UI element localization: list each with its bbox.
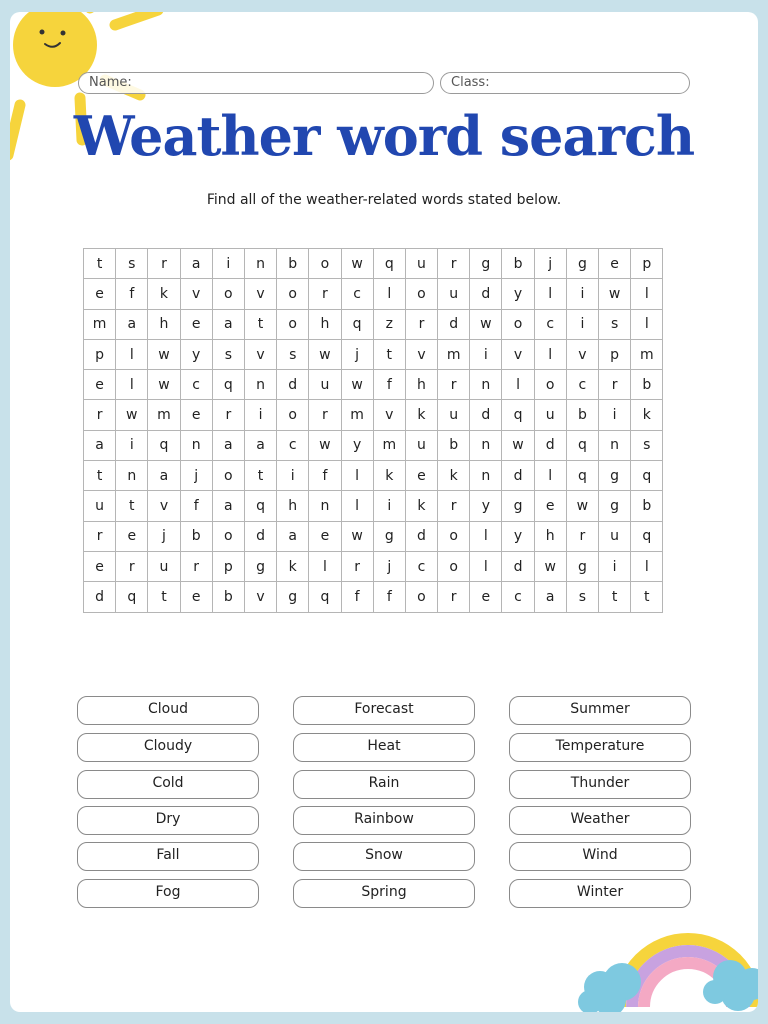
grid-row	[84, 551, 663, 581]
word-item: Heat	[293, 733, 475, 762]
grid-cell[interactable]: o	[502, 309, 534, 339]
grid-cell[interactable]: m	[631, 339, 663, 369]
grid-cell[interactable]: v	[502, 339, 534, 369]
word-list	[77, 696, 691, 910]
page-title: Weather word search	[73, 104, 695, 168]
grid-cell[interactable]: n	[599, 430, 631, 460]
grid-cell[interactable]: s	[212, 339, 244, 369]
grid-cell[interactable]: c	[534, 309, 566, 339]
word-item: Winter	[509, 879, 691, 908]
grid-cell[interactable]: j	[341, 339, 373, 369]
grid-cell[interactable]: j	[373, 551, 405, 581]
grid-cell[interactable]: e	[405, 461, 437, 491]
grid-cell[interactable]: f	[341, 582, 373, 612]
grid-cell[interactable]: f	[180, 491, 212, 521]
grid-cell[interactable]: o	[212, 521, 244, 551]
grid-cell[interactable]: s	[566, 582, 598, 612]
grid-cell[interactable]: r	[438, 491, 470, 521]
grid-cell[interactable]: q	[212, 370, 244, 400]
grid-cell[interactable]: w	[116, 400, 148, 430]
grid-cell[interactable]: r	[180, 551, 212, 581]
grid-cell[interactable]: t	[599, 582, 631, 612]
grid-cell[interactable]: t	[116, 491, 148, 521]
grid-cell[interactable]: m	[148, 400, 180, 430]
grid-cell[interactable]: r	[341, 551, 373, 581]
grid-cell[interactable]: j	[148, 521, 180, 551]
grid-cell[interactable]: b	[631, 370, 663, 400]
grid-cell[interactable]: f	[309, 461, 341, 491]
grid-cell[interactable]: g	[599, 491, 631, 521]
grid-cell[interactable]: l	[116, 339, 148, 369]
grid-cell[interactable]: q	[341, 309, 373, 339]
grid-cell[interactable]: e	[180, 582, 212, 612]
grid-cell[interactable]: v	[244, 279, 276, 309]
grid-cell[interactable]: k	[405, 491, 437, 521]
grid-cell[interactable]: r	[599, 370, 631, 400]
grid-cell[interactable]: e	[84, 279, 116, 309]
grid-cell[interactable]: z	[373, 309, 405, 339]
grid-cell[interactable]: o	[405, 582, 437, 612]
grid-cell[interactable]: e	[84, 370, 116, 400]
grid-cell[interactable]: v	[566, 339, 598, 369]
grid-cell[interactable]: e	[599, 249, 631, 279]
grid-cell[interactable]: v	[148, 491, 180, 521]
grid-cell[interactable]: d	[534, 430, 566, 460]
grid-cell[interactable]: a	[212, 430, 244, 460]
grid-cell[interactable]: n	[244, 249, 276, 279]
grid-cell[interactable]: i	[116, 430, 148, 460]
grid-cell[interactable]: d	[502, 551, 534, 581]
grid-cell[interactable]: c	[341, 279, 373, 309]
grid-cell[interactable]: o	[212, 279, 244, 309]
grid-cell[interactable]: t	[244, 461, 276, 491]
word-item: Thunder	[509, 770, 691, 799]
grid-cell[interactable]: w	[309, 430, 341, 460]
name-label: Name:	[89, 75, 132, 90]
grid-cell[interactable]: e	[180, 400, 212, 430]
grid-cell[interactable]: y	[470, 491, 502, 521]
grid-cell[interactable]: q	[631, 521, 663, 551]
grid-cell[interactable]: c	[502, 582, 534, 612]
grid-cell[interactable]: o	[438, 551, 470, 581]
word-item: Wind	[509, 842, 691, 871]
grid-cell[interactable]: d	[84, 582, 116, 612]
grid-cell[interactable]: c	[180, 370, 212, 400]
grid-cell[interactable]: a	[244, 430, 276, 460]
grid-cell[interactable]: i	[470, 339, 502, 369]
grid-cell[interactable]: l	[470, 521, 502, 551]
instructions: Find all of the weather-related words stated below.	[206, 192, 562, 208]
grid-cell[interactable]: i	[599, 551, 631, 581]
grid-cell[interactable]: y	[502, 279, 534, 309]
grid-cell[interactable]: t	[244, 309, 276, 339]
word-item: Snow	[293, 842, 475, 871]
grid-cell[interactable]: r	[309, 400, 341, 430]
grid-row	[84, 249, 663, 279]
grid-cell[interactable]: d	[502, 461, 534, 491]
grid-cell[interactable]: t	[84, 249, 116, 279]
grid-cell[interactable]: q	[566, 430, 598, 460]
grid-cell[interactable]: r	[212, 400, 244, 430]
grid-cell[interactable]: k	[631, 400, 663, 430]
grid-cell[interactable]: w	[534, 551, 566, 581]
word-item: Weather	[509, 806, 691, 835]
grid-cell[interactable]: i	[212, 249, 244, 279]
grid-cell[interactable]: d	[277, 370, 309, 400]
grid-cell[interactable]: g	[502, 491, 534, 521]
word-item: Temperature	[509, 733, 691, 762]
grid-cell[interactable]: o	[405, 279, 437, 309]
grid-cell[interactable]: f	[116, 279, 148, 309]
grid-cell[interactable]: o	[277, 279, 309, 309]
grid-row	[84, 400, 663, 430]
worksheet-page	[10, 12, 758, 1012]
grid-row	[84, 279, 663, 309]
grid-cell[interactable]: b	[631, 491, 663, 521]
grid-cell[interactable]: u	[148, 551, 180, 581]
grid-cell[interactable]: s	[277, 339, 309, 369]
word-item: Cloudy	[77, 733, 259, 762]
grid-cell[interactable]: t	[373, 339, 405, 369]
word-item: Dry	[77, 806, 259, 835]
grid-cell[interactable]: i	[244, 400, 276, 430]
grid-row	[84, 309, 663, 339]
grid-cell[interactable]: l	[631, 309, 663, 339]
grid-cell[interactable]: h	[405, 370, 437, 400]
grid-cell[interactable]: g	[566, 249, 598, 279]
grid-cell[interactable]: u	[309, 370, 341, 400]
grid-cell[interactable]: l	[341, 491, 373, 521]
grid-cell[interactable]: l	[534, 279, 566, 309]
grid-cell[interactable]: g	[373, 521, 405, 551]
grid-cell[interactable]: i	[373, 491, 405, 521]
grid-cell[interactable]: e	[534, 491, 566, 521]
grid-cell[interactable]: g	[470, 249, 502, 279]
grid-cell[interactable]: i	[599, 400, 631, 430]
word-item: Cold	[77, 770, 259, 799]
grid-cell[interactable]: a	[116, 309, 148, 339]
grid-cell[interactable]: a	[180, 249, 212, 279]
grid-cell[interactable]: q	[502, 400, 534, 430]
grid-cell[interactable]: b	[566, 400, 598, 430]
grid-row	[84, 339, 663, 369]
grid-row	[84, 521, 663, 551]
grid-cell[interactable]: k	[405, 400, 437, 430]
grid-cell[interactable]: b	[277, 249, 309, 279]
grid-cell[interactable]: h	[148, 309, 180, 339]
grid-cell[interactable]: u	[84, 491, 116, 521]
grid-cell[interactable]: d	[438, 309, 470, 339]
grid-cell[interactable]: a	[277, 521, 309, 551]
grid-cell[interactable]: u	[405, 430, 437, 460]
grid-cell[interactable]: d	[470, 279, 502, 309]
grid-cell[interactable]: l	[116, 370, 148, 400]
grid-cell[interactable]: i	[277, 461, 309, 491]
grid-cell[interactable]: r	[438, 370, 470, 400]
grid-cell[interactable]: q	[309, 582, 341, 612]
grid-cell[interactable]: a	[212, 491, 244, 521]
grid-cell[interactable]: m	[341, 400, 373, 430]
grid-cell[interactable]: w	[341, 521, 373, 551]
grid-cell[interactable]: b	[502, 249, 534, 279]
grid-cell[interactable]: o	[277, 309, 309, 339]
grid-cell[interactable]: y	[502, 521, 534, 551]
grid-cell[interactable]: l	[470, 551, 502, 581]
class-field[interactable]	[440, 72, 690, 94]
grid-cell[interactable]: u	[438, 279, 470, 309]
grid-cell[interactable]: a	[148, 461, 180, 491]
grid-cell[interactable]: a	[212, 309, 244, 339]
grid-cell[interactable]: s	[631, 430, 663, 460]
grid-cell[interactable]: t	[148, 582, 180, 612]
grid-cell[interactable]: s	[116, 249, 148, 279]
grid-cell[interactable]: b	[438, 430, 470, 460]
grid-cell[interactable]: d	[470, 400, 502, 430]
grid-cell[interactable]: w	[341, 249, 373, 279]
grid-row	[84, 461, 663, 491]
grid-cell[interactable]: q	[244, 491, 276, 521]
grid-cell[interactable]: h	[309, 309, 341, 339]
grid-cell[interactable]: s	[599, 309, 631, 339]
grid-cell[interactable]: q	[631, 461, 663, 491]
grid-cell[interactable]: l	[631, 279, 663, 309]
grid-cell[interactable]: t	[631, 582, 663, 612]
grid-cell[interactable]: o	[277, 400, 309, 430]
grid-cell[interactable]: k	[373, 461, 405, 491]
grid-cell[interactable]: n	[309, 491, 341, 521]
word-item: Forecast	[293, 696, 475, 725]
grid-cell[interactable]: j	[534, 249, 566, 279]
word-item: Fog	[77, 879, 259, 908]
grid-cell[interactable]: j	[180, 461, 212, 491]
grid-row	[84, 582, 663, 612]
grid-cell[interactable]: e	[309, 521, 341, 551]
grid-cell[interactable]: r	[84, 521, 116, 551]
name-field[interactable]	[78, 72, 434, 94]
grid-cell[interactable]: g	[277, 582, 309, 612]
grid-cell[interactable]: e	[84, 551, 116, 581]
grid-cell[interactable]: l	[341, 461, 373, 491]
grid-cell[interactable]: b	[212, 582, 244, 612]
grid-cell[interactable]: l	[309, 551, 341, 581]
grid-cell[interactable]: w	[502, 430, 534, 460]
grid-cell[interactable]: d	[405, 521, 437, 551]
grid-cell[interactable]: p	[631, 249, 663, 279]
grid-cell[interactable]: c	[566, 370, 598, 400]
grid-cell[interactable]: n	[180, 430, 212, 460]
grid-cell[interactable]: v	[180, 279, 212, 309]
grid-cell[interactable]: g	[566, 551, 598, 581]
grid-cell[interactable]: k	[277, 551, 309, 581]
grid-cell[interactable]: g	[599, 461, 631, 491]
grid-cell[interactable]: h	[534, 521, 566, 551]
grid-cell[interactable]: l	[502, 370, 534, 400]
rainbow-icon	[570, 912, 758, 1012]
grid-cell[interactable]: r	[438, 582, 470, 612]
word-item: Cloud	[77, 696, 259, 725]
grid-cell[interactable]: f	[373, 582, 405, 612]
grid-cell[interactable]: r	[566, 521, 598, 551]
grid-cell[interactable]: w	[309, 339, 341, 369]
grid-cell[interactable]: n	[470, 370, 502, 400]
grid-cell[interactable]: y	[341, 430, 373, 460]
grid-cell[interactable]: g	[244, 551, 276, 581]
grid-cell[interactable]: p	[212, 551, 244, 581]
grid-cell[interactable]: u	[405, 249, 437, 279]
grid-cell[interactable]: k	[438, 461, 470, 491]
grid-cell[interactable]: k	[148, 279, 180, 309]
grid-cell[interactable]: n	[244, 370, 276, 400]
grid-cell[interactable]: l	[631, 551, 663, 581]
grid-cell[interactable]: r	[116, 551, 148, 581]
grid-cell[interactable]: n	[116, 461, 148, 491]
grid-cell[interactable]: c	[405, 551, 437, 581]
grid-cell[interactable]: l	[534, 339, 566, 369]
grid-cell[interactable]: o	[309, 249, 341, 279]
grid-cell[interactable]: q	[116, 582, 148, 612]
grid-cell[interactable]: v	[405, 339, 437, 369]
grid-cell[interactable]: h	[277, 491, 309, 521]
grid-cell[interactable]: c	[277, 430, 309, 460]
grid-cell[interactable]: w	[148, 339, 180, 369]
grid-cell[interactable]: w	[599, 279, 631, 309]
word-item: Spring	[293, 879, 475, 908]
grid-cell[interactable]: v	[244, 582, 276, 612]
grid-cell[interactable]: y	[180, 339, 212, 369]
grid-cell[interactable]: n	[470, 430, 502, 460]
grid-cell[interactable]: d	[244, 521, 276, 551]
grid-cell[interactable]: r	[405, 309, 437, 339]
grid-cell[interactable]: p	[84, 339, 116, 369]
grid-cell[interactable]: w	[341, 370, 373, 400]
grid-cell[interactable]: o	[212, 461, 244, 491]
grid-cell[interactable]: w	[566, 491, 598, 521]
word-item: Summer	[509, 696, 691, 725]
grid-cell[interactable]: m	[373, 430, 405, 460]
grid-row	[84, 370, 663, 400]
grid-cell[interactable]: w	[148, 370, 180, 400]
word-item: Rain	[293, 770, 475, 799]
grid-cell[interactable]: e	[116, 521, 148, 551]
grid-cell[interactable]: e	[470, 582, 502, 612]
grid-cell[interactable]: v	[244, 339, 276, 369]
grid-cell[interactable]: i	[566, 279, 598, 309]
grid-cell[interactable]: i	[566, 309, 598, 339]
grid-cell[interactable]: u	[534, 400, 566, 430]
grid-cell[interactable]: a	[84, 430, 116, 460]
word-item: Rainbow	[293, 806, 475, 835]
grid-cell[interactable]: u	[438, 400, 470, 430]
grid-cell[interactable]: l	[373, 279, 405, 309]
grid-cell[interactable]: w	[470, 309, 502, 339]
grid-cell[interactable]: o	[534, 370, 566, 400]
grid-cell[interactable]: m	[438, 339, 470, 369]
class-label: Class:	[451, 75, 490, 90]
grid-cell[interactable]: l	[534, 461, 566, 491]
grid-cell[interactable]: u	[599, 521, 631, 551]
grid-cell[interactable]: r	[84, 400, 116, 430]
grid-cell[interactable]: a	[534, 582, 566, 612]
grid-row	[84, 491, 663, 521]
grid-cell[interactable]: q	[148, 430, 180, 460]
grid-cell[interactable]: t	[84, 461, 116, 491]
grid-cell[interactable]: f	[373, 370, 405, 400]
grid-cell[interactable]: r	[309, 279, 341, 309]
grid-cell[interactable]: b	[180, 521, 212, 551]
grid-cell[interactable]: m	[84, 309, 116, 339]
grid-cell[interactable]: p	[599, 339, 631, 369]
word-item: Fall	[77, 842, 259, 871]
grid-cell[interactable]: r	[148, 249, 180, 279]
grid-cell[interactable]: q	[373, 249, 405, 279]
grid-cell[interactable]: v	[373, 400, 405, 430]
grid-cell[interactable]: e	[180, 309, 212, 339]
grid-cell[interactable]: n	[470, 461, 502, 491]
grid-cell[interactable]: r	[438, 249, 470, 279]
word-search-grid	[83, 248, 663, 613]
grid-cell[interactable]: q	[566, 461, 598, 491]
grid-cell[interactable]: o	[438, 521, 470, 551]
grid-row	[84, 430, 663, 460]
